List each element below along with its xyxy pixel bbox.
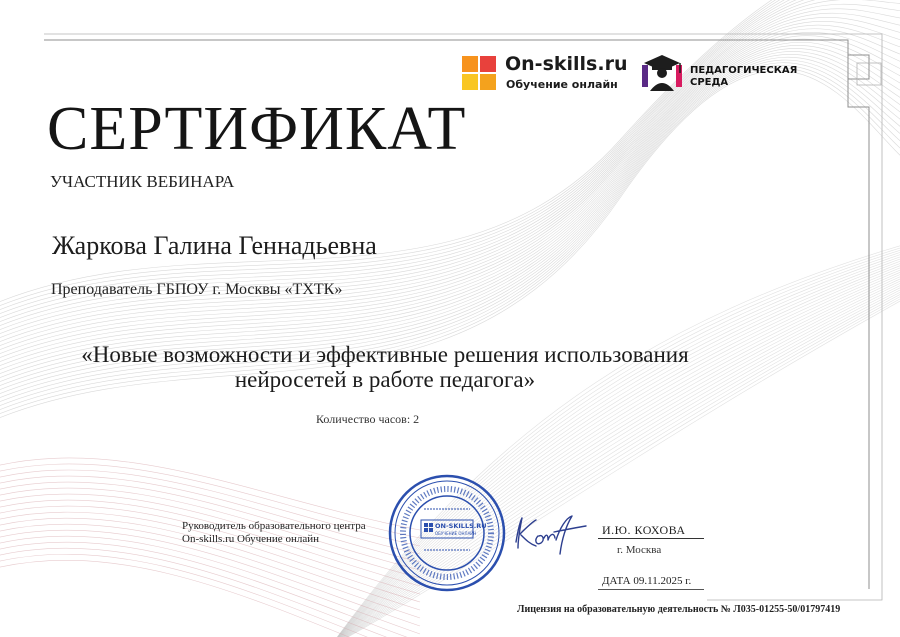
signatory-role-line1: Руководитель образовательного центра [182,520,366,532]
date-line [598,589,704,590]
webinar-topic-line2: нейросетей в работе педагога» [234,367,536,392]
webinar-topic [40,342,730,392]
handwritten-signature [510,508,592,558]
logo-square-yellow [462,74,478,90]
signer-city: г. Москва [617,544,662,556]
certificate-title: СЕРТИФИКАТ [47,95,467,163]
ped-sreda-logo-text [690,65,797,89]
signatory-role [182,520,366,546]
stamp-center-text1: ON-SKILLS.RU [435,522,487,530]
license-number: Лицензия на образовательную деятельность № Л035-01255-50/01797419 [517,604,841,615]
issue-date: ДАТА 09.11.2025 г. [602,575,692,587]
signer-name: И.Ю. КОХОВА [602,523,686,537]
onskills-logo-tagline: Обучение онлайн [506,78,618,91]
graduate-cap-icon [640,51,686,91]
certificate-subtitle: УЧАСТНИК ВЕБИНАРА [50,172,235,191]
recipient-name: Жаркова Галина Геннадьевна [52,231,377,260]
ped-logo-line1: ПЕДАГОГИЧЕСКАЯ [690,65,798,76]
signatory-role-line2: On-skills.ru Обучение онлайн [182,533,319,545]
recipient-position: Преподаватель ГБПОУ г. Москвы «ТХТК» [51,281,343,298]
signature-line [598,538,704,539]
onskills-logo-name: On-skills.ru [505,53,628,75]
stamp-seal [388,474,506,592]
ped-logo-line2: СРЕДА [690,77,729,88]
hours-count: Количество часов: 2 [316,412,420,426]
webinar-topic-line1: «Новые возможности и эффективные решения использования [81,342,689,367]
ped-sreda-logo [640,51,798,91]
stamp-center-text2: ОБУЧЕНИЕ ОНЛАЙН [435,531,477,536]
logo-square-orange-2 [480,74,496,90]
logo-square-red [480,56,496,72]
logo-square-orange [462,56,478,72]
